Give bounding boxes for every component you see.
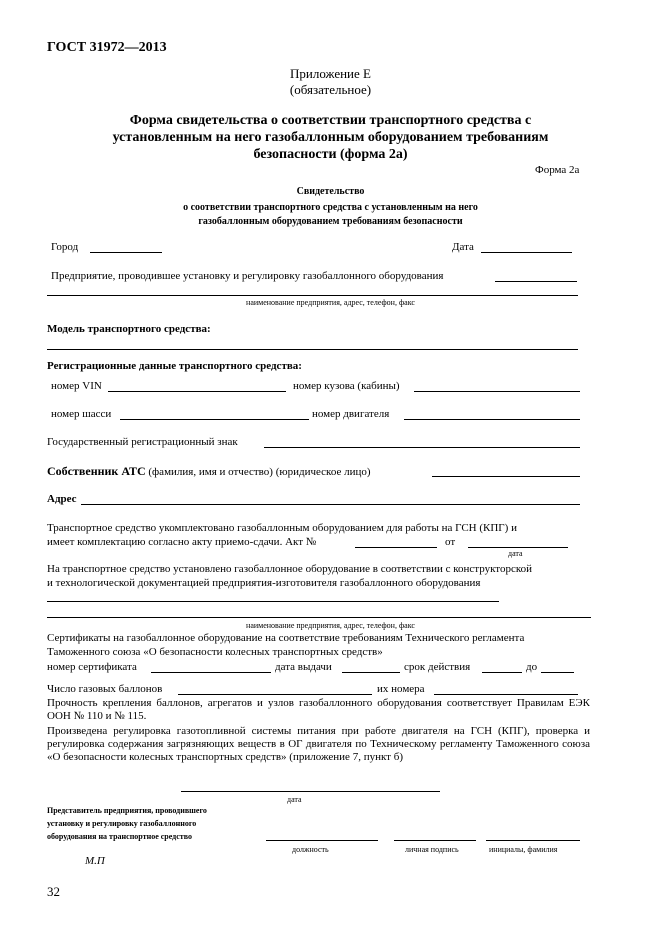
act-date-field[interactable] [468,547,568,548]
act-number-field[interactable] [355,547,437,548]
personal-signature-field[interactable] [394,840,476,841]
rep-line2: установку и регулировку газобаллонного [47,819,197,828]
regulation-paragraph: Произведена регулировка газотопливной системы питания при работе двигателя на ГСН (КПГ), проверка и регулировка содержания загрязняющих веществ в ОГ двигателя по Техническому регламенту Таможенного союза «О безопасности колесных транспортных средств» (приложение 7, пункт б) [47,725,590,764]
initials-field[interactable] [486,840,580,841]
validity-field[interactable] [482,672,522,673]
fastening-paragraph: Прочность крепления баллонов, агрегатов и узлов газобаллонного оборудования соответствует Правилам ЕЭК ООН № 110 и № 115. [47,697,590,723]
owner-row [47,465,371,479]
enterprise-field[interactable] [495,281,577,282]
appendix-status: (обязательное) [289,82,372,97]
reg-data-label: Регистрационные данные транспортного средства: [47,360,302,372]
city-label: Город [51,241,79,253]
enterprise-label: Предприятие, проводившее установку и регулировку газобаллонного оборудования [51,270,444,282]
equipped-line2: имеет комплектацию согласно акту приемо-сдачи. Акт № [47,536,317,548]
form-title-line1: Форма свидетельства о соответствии транспортного средства с [129,113,532,128]
city-field[interactable] [90,252,162,253]
vehicle-model-field[interactable] [47,349,578,350]
installed-line1: На транспортное средство установлено газобаллонное оборудование в соответствии с конструкторской [47,563,533,575]
form-label: Форма 2а [535,164,580,176]
equipped-line1: Транспортное средство укомплектовано газобаллонным оборудованием для работы на ГСН (КПГ) и [47,522,517,534]
cylinders-count-label: Число газовых баллонов [47,683,163,695]
sign-date-field[interactable] [181,791,440,792]
installed-field-line2[interactable] [47,617,591,618]
from-label: от [445,536,456,548]
cert-number-label: номер сертификата [47,661,137,673]
chassis-number-field[interactable] [120,419,309,420]
address-label: Адрес [47,493,77,505]
vin-label: номер VIN [51,380,102,392]
certificate-title: Свидетельство [296,186,365,197]
date-label: Дата [452,241,474,253]
until-field[interactable] [541,672,574,673]
address-field[interactable] [81,504,580,505]
chassis-number-label: номер шасси [51,408,112,420]
engine-number-field[interactable] [404,419,580,420]
sign-date-caption: дата [287,795,302,804]
cylinders-numbers-label: их номера [377,683,425,695]
installed-caption: наименование предприятия, адрес, телефон, факс [246,621,415,630]
owner-field[interactable] [432,476,580,477]
body-number-label: номер кузова (кабины) [293,380,400,392]
act-date-caption: дата [508,549,523,558]
date-field[interactable] [481,252,572,253]
appendix-title: Приложение Е [290,66,371,81]
installed-field[interactable] [47,601,499,602]
personal-signature-caption: личная подпись [405,845,459,854]
owner-label: Собственник АТС [47,464,146,478]
issue-date-label: дата выдачи [275,661,332,673]
rep-line1: Представитель предприятия, проводившего [47,806,207,815]
position-field[interactable] [266,840,378,841]
cylinders-count-field[interactable] [178,694,372,695]
initials-caption: инициалы, фамилия [489,845,558,854]
vin-field[interactable] [108,391,286,392]
form-title-line3: безопасности (форма 2а) [253,147,408,162]
state-reg-label: Государственный регистрационный знак [47,436,238,448]
issue-date-field[interactable] [342,672,400,673]
certificate-line3: газобаллонным оборудованием требованиям безопасности [198,216,463,227]
certs-line1: Сертификаты на газобаллонное оборудование на соответствие требованиям Технического регламента [47,632,525,644]
until-label: до [526,661,538,673]
standard-header: ГОСТ 31972—2013 [47,40,167,55]
rep-line3: оборудования на транспортное средство [47,832,192,841]
certificate-line2: о соответствии транспортного средства с установленным на него [183,202,478,213]
page-number: 32 [47,884,60,899]
position-caption: должность [292,845,329,854]
cylinders-numbers-field[interactable] [434,694,578,695]
form-title-line2: установленным на него газобаллонным оборудованием требованиям [112,130,549,145]
owner-hint: (фамилия, имя и отчество) (юридическое лицо) [148,466,371,478]
validity-label: срок действия [404,661,471,673]
certs-line2: Таможенного союза «О безопасности колесных транспортных средств» [47,646,383,658]
enterprise-field-line2[interactable] [47,295,578,296]
vehicle-model-label: Модель транспортного средства: [47,323,211,335]
cert-number-field[interactable] [151,672,271,673]
enterprise-caption: наименование предприятия, адрес, телефон, факс [246,298,415,307]
state-reg-field[interactable] [264,447,580,448]
engine-number-label: номер двигателя [312,408,390,420]
stamp-label: М.П [85,855,105,867]
body-number-field[interactable] [414,391,580,392]
installed-line2: и технологической документацией предприятия-изготовителя газобаллонного оборудования [47,577,481,589]
